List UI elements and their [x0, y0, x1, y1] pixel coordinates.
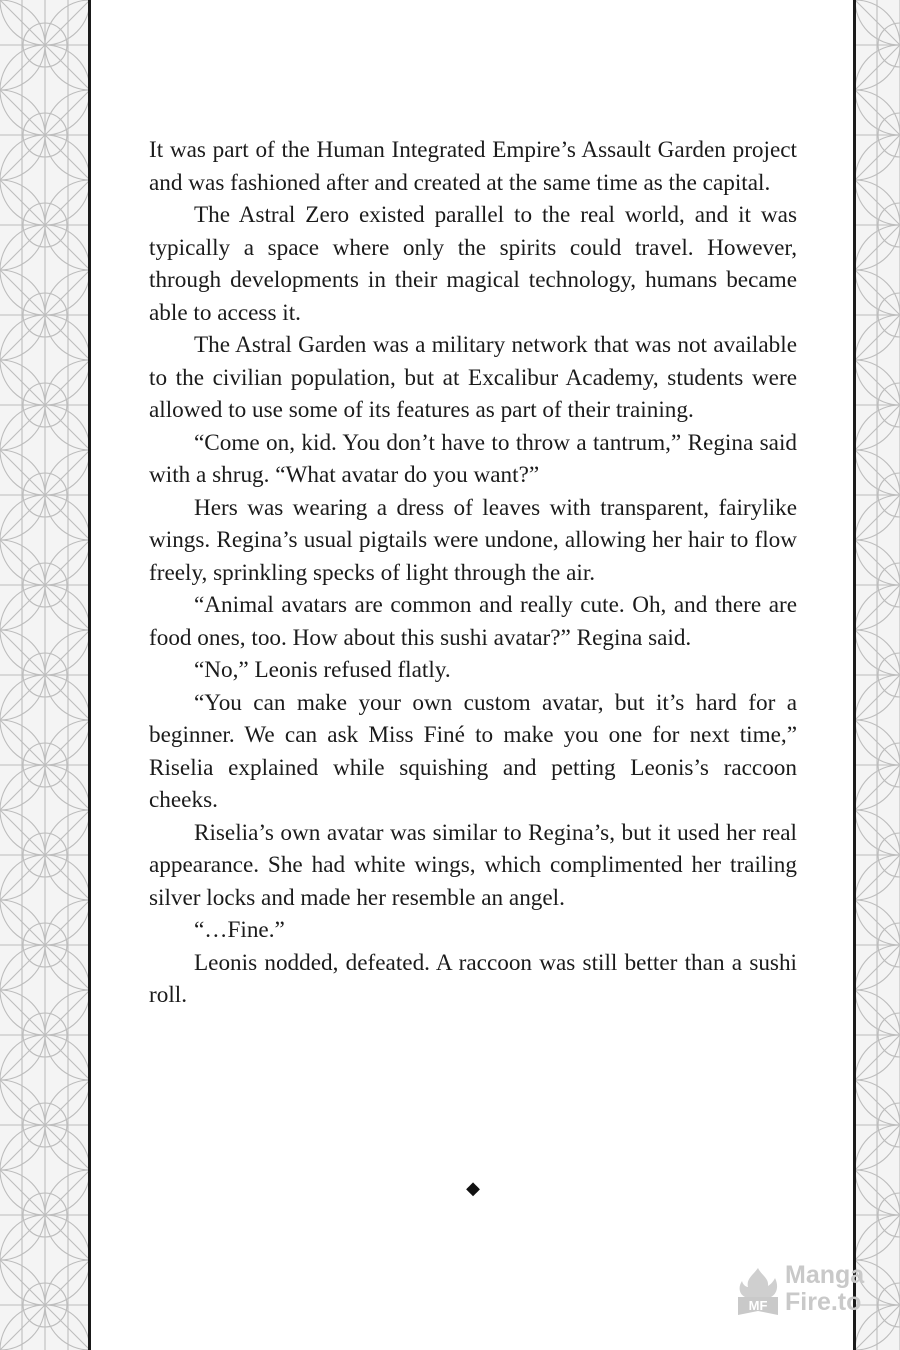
paragraph-7: “No,” Leonis refused flatly.	[194, 657, 451, 683]
watermark	[735, 1262, 885, 1322]
watermark-line-1: Manga	[785, 1261, 865, 1289]
body-text	[149, 134, 797, 1012]
right-border-pattern-graphic	[855, 0, 900, 1350]
paragraph-10: “…Fine.”	[194, 917, 285, 943]
section-break-diamond: ◆	[466, 1178, 480, 1198]
watermark-logo-letters: MF	[748, 1298, 768, 1313]
paragraph-3: The Astral Garden was a military network that was not available to the civilian population, but at Excalibur Academy, students were allowed to use some of its features as part of their training.	[149, 332, 797, 423]
watermark-text	[785, 1262, 885, 1316]
paragraph-1: It was part of the Human Integrated Empire’s Assault Garden project and was fashioned after and created at the same time as the capital.	[149, 137, 797, 196]
paragraph-2: The Astral Zero existed parallel to the real world, and it was typically a space where only the spirits could travel. However, through developments in their magical technology, humans became able to access it.	[149, 202, 797, 326]
paragraph-5: Hers was wearing a dress of leaves with transparent, fairylike wings. Regina’s usual pigtails were undone, allowing her hair to flow freely, sprinkling specks of light through the air.	[149, 494, 797, 586]
paragraph-8: “You can make your own custom avatar, but it’s hard for a beginner. We can ask Miss Finé to make you one for next time,” Riselia explained while squishing and petting Leonis’s raccoon cheeks.	[149, 689, 797, 813]
left-border-pattern-graphic	[0, 0, 90, 1350]
right-border-pattern	[855, 0, 900, 1350]
flame-book-icon	[735, 1266, 781, 1318]
paragraph-6: “Animal avatars are common and really cute. Oh, and there are food ones, too. How about this sushi avatar?” Regina said.	[149, 592, 797, 651]
paragraph-4: “Come on, kid. You don’t have to throw a tantrum,” Regina said with a shrug. “What avatar do you want?”	[149, 429, 797, 488]
book-page	[91, 0, 853, 1350]
paragraph-11: Leonis nodded, defeated. A raccoon was still better than a sushi roll.	[149, 949, 797, 1008]
right-frame-line	[853, 0, 856, 1350]
paragraph-9: Riselia’s own avatar was similar to Regina’s, but it used her real appearance. She had white wings, which complimented her trailing silver locks and made her resemble an angel.	[149, 819, 797, 911]
watermark-line-2: Fire.to	[785, 1288, 862, 1316]
left-frame-line	[88, 0, 91, 1350]
left-border-pattern	[0, 0, 90, 1350]
